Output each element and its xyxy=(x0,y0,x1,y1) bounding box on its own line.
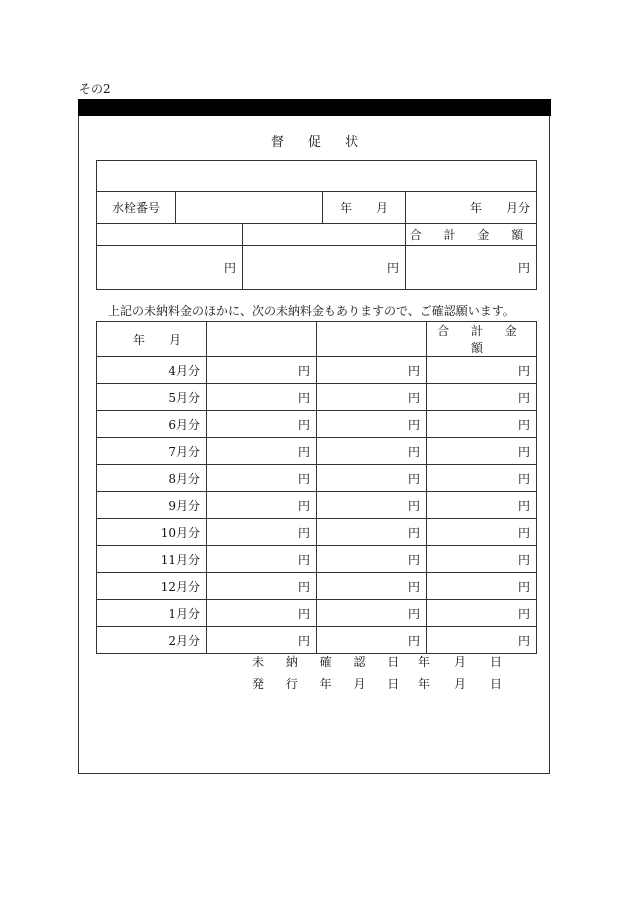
arrears-row xyxy=(97,600,537,627)
month-label: 8月分 xyxy=(97,465,207,492)
amount-col1-header xyxy=(97,224,243,246)
address-cell xyxy=(97,161,537,192)
issue-date-value: 年 月 日 xyxy=(418,677,503,691)
amount-header-row xyxy=(97,224,537,246)
amount-1-yen: 円 xyxy=(207,384,317,411)
total-yen: 円 xyxy=(427,465,537,492)
period-from: 年 月 xyxy=(323,192,406,224)
form-header-bar xyxy=(78,99,551,116)
arrears-row xyxy=(97,492,537,519)
amount-2-yen: 円 xyxy=(317,384,427,411)
month-label: 1月分 xyxy=(97,600,207,627)
amount-col2-header xyxy=(243,224,406,246)
amount-2-yen: 円 xyxy=(317,627,427,654)
amount-col1-yen: 円 xyxy=(97,246,243,290)
amount-2-yen: 円 xyxy=(317,411,427,438)
amount-2-yen: 円 xyxy=(317,573,427,600)
amount-1-yen: 円 xyxy=(207,519,317,546)
total-yen: 円 xyxy=(427,600,537,627)
month-label: 5月分 xyxy=(97,384,207,411)
amount-1-yen: 円 xyxy=(207,492,317,519)
arrears-row xyxy=(97,627,537,654)
total-yen: 円 xyxy=(427,438,537,465)
unpaid-confirm-date: 年 月 日 xyxy=(418,655,503,669)
month-label: 6月分 xyxy=(97,411,207,438)
col-blank-1 xyxy=(207,322,317,357)
arrears-row xyxy=(97,438,537,465)
form-title: 督 促 状 xyxy=(270,135,369,150)
total-yen: 円 xyxy=(427,411,537,438)
period-to: 年 月分 xyxy=(406,192,537,224)
total-yen: 円 xyxy=(427,357,537,384)
month-label: 2月分 xyxy=(97,627,207,654)
amount-1-yen: 円 xyxy=(207,438,317,465)
unpaid-confirm-label: 未 納 確 認 日 xyxy=(252,655,409,669)
bill-header-table xyxy=(96,160,537,290)
total-yen: 円 xyxy=(427,573,537,600)
arrears-row xyxy=(97,465,537,492)
amount-row xyxy=(97,246,537,290)
meter-number-label: 水栓番号 xyxy=(97,192,176,224)
arrears-row xyxy=(97,519,537,546)
arrears-row xyxy=(97,357,537,384)
amount-1-yen: 円 xyxy=(207,627,317,654)
page-label: その2 xyxy=(79,82,111,96)
month-label: 4月分 xyxy=(97,357,207,384)
amount-2-yen: 円 xyxy=(317,492,427,519)
amount-2-yen: 円 xyxy=(317,438,427,465)
total-amount-yen: 円 xyxy=(406,246,537,290)
amount-2-yen: 円 xyxy=(317,546,427,573)
issue-date-label: 発 行 年 月 日 xyxy=(252,677,409,691)
amount-2-yen: 円 xyxy=(317,600,427,627)
amount-2-yen: 円 xyxy=(317,465,427,492)
arrears-row xyxy=(97,546,537,573)
arrears-header-row xyxy=(97,322,537,357)
arrears-row xyxy=(97,573,537,600)
meter-number-value xyxy=(176,192,323,224)
total-amount-header: 合 計 金 額 xyxy=(406,224,537,246)
arrears-row xyxy=(97,384,537,411)
amount-2-yen: 円 xyxy=(317,519,427,546)
meter-row xyxy=(97,192,537,224)
address-row xyxy=(97,161,537,192)
amount-1-yen: 円 xyxy=(207,546,317,573)
amount-col2-yen: 円 xyxy=(243,246,406,290)
total-yen: 円 xyxy=(427,627,537,654)
month-label: 9月分 xyxy=(97,492,207,519)
month-label: 10月分 xyxy=(97,519,207,546)
amount-1-yen: 円 xyxy=(207,357,317,384)
month-label: 11月分 xyxy=(97,546,207,573)
month-label: 7月分 xyxy=(97,438,207,465)
amount-1-yen: 円 xyxy=(207,600,317,627)
total-yen: 円 xyxy=(427,384,537,411)
arrears-row xyxy=(97,411,537,438)
amount-1-yen: 円 xyxy=(207,573,317,600)
arrears-table xyxy=(96,321,537,654)
amount-1-yen: 円 xyxy=(207,411,317,438)
total-yen: 円 xyxy=(427,519,537,546)
col-total: 合 計 金 額 xyxy=(427,322,537,357)
arrears-note: 上記の未納料金のほかに、次の未納料金もありますので、ご確認願います。 xyxy=(108,304,515,318)
total-yen: 円 xyxy=(427,546,537,573)
amount-1-yen: 円 xyxy=(207,465,317,492)
col-year-month: 年 月 xyxy=(97,322,207,357)
month-label: 12月分 xyxy=(97,573,207,600)
col-blank-2 xyxy=(317,322,427,357)
total-yen: 円 xyxy=(427,492,537,519)
amount-2-yen: 円 xyxy=(317,357,427,384)
